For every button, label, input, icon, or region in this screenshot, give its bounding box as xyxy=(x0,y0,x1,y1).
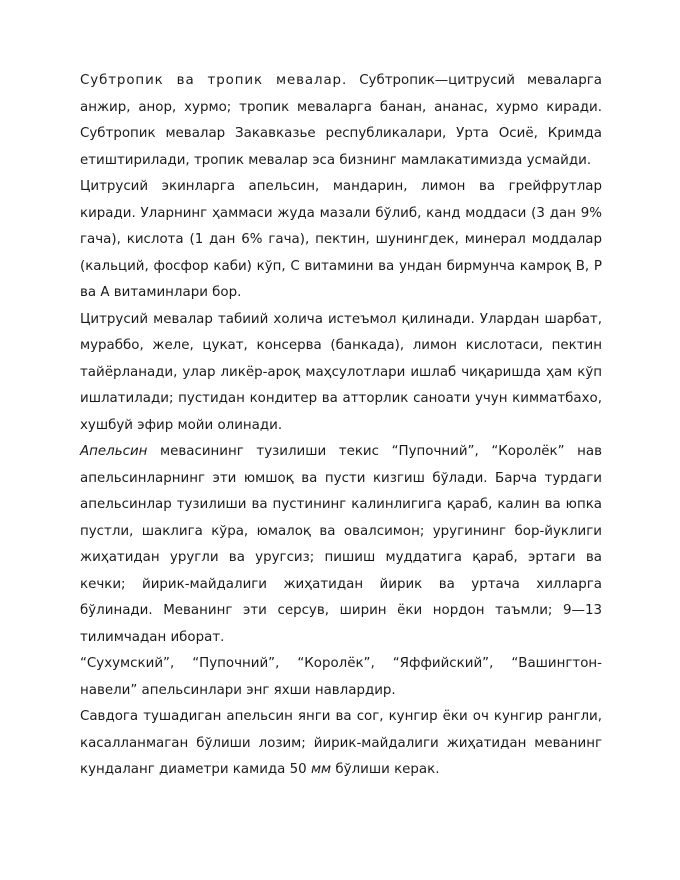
section-lead-subtropical: Субтропик ва тропик мевалар. xyxy=(80,73,348,88)
paragraph-text: Субтропик—цитрусий меваларга анжир, анор, хурмо; тропик меваларга банан, ананас, хурмо киради. Субтропик мевалар Закавказье республикалари, Урта Осиё, Кримда етиштирилади, тропик мевалар эса бизнинг мамлакатимизда усмайди. xyxy=(80,73,603,168)
paragraph-citrus-composition xyxy=(80,174,602,307)
paragraph-citrus-usage xyxy=(80,307,602,440)
document-body xyxy=(80,68,602,784)
paragraph-subtropical-fruits xyxy=(80,68,602,174)
paragraph-tail: бўлиши керак. xyxy=(331,762,440,777)
paragraph-text: Савдога тушадиган апельсин янги ва сог, кунгир ёки оч кунгир рангли, касалланмаган бўлиши лозим; йирик-майдалиги жиҳатидан меванинг кундаланг диаметри камида 50 xyxy=(80,709,602,777)
paragraph-text: “Сухумский”, “Пупочний”, “Королёк”, “Яффийский”, “Вашингтон-навели” апельсинлари энг яхши навлардир. xyxy=(80,656,602,698)
paragraph-text: Цитрусий мевалар табиий холича истеъмол қилинади. Улардан шарбат, мураббо, желе, цукат, консерва (банкада), лимон кислотаси, пектин тайёрланади, улар ликёр-ароқ маҳсулотлари ишлаб чиқаришда ҳам кўп ишлатилади; пустидан кондитер ва атторлик саноати учун кимматбахо, хушбуй эфир мойи олинади. xyxy=(80,311,602,433)
paragraph-text: мевасининг тузилиши текис “Пупочний”, “Королёк” нав апельсинларнинг эти юмшоқ ва пусти кизгиш бўлади. Барча турдаги апельсинлар тузилиши ва пустининг калинлигига қараб, калин ва юпка пустли, шаклига кўра, юмалоқ ва овалсимон; уругининг бор-йуклиги жиҳатидан уругли ва уругсиз; пишиш муддатига қараб, эртаги ва кечки; йирик-майдалиги жиҳатидан йирик ва уртача хилларга бўлинади. Меванинг эти серсув, ширин ёки нордон таъмли; 9—13 тилимчадан иборат. xyxy=(80,444,602,645)
paragraph-orange-trade-requirements xyxy=(80,704,602,784)
paragraph-orange-structure xyxy=(80,439,602,651)
section-lead-orange: Апельсин xyxy=(80,444,148,459)
paragraph-orange-varieties xyxy=(80,651,602,704)
paragraph-text: Цитрусий экинларга апельсин, мандарин, лимон ва грейфрутлар киради. Уларнинг ҳаммаси жуда мазали бўлиб, канд моддаси (3 дан 9% гача), кислота (1 дан 6% гача), пектин, шунингдек, минерал моддалар (кальций, фосфор каби) кўп, С витамини ва ундан бирмунча камроқ В, Р ва А витаминлари бор. xyxy=(80,179,602,300)
unit-mm: мм xyxy=(310,762,332,777)
